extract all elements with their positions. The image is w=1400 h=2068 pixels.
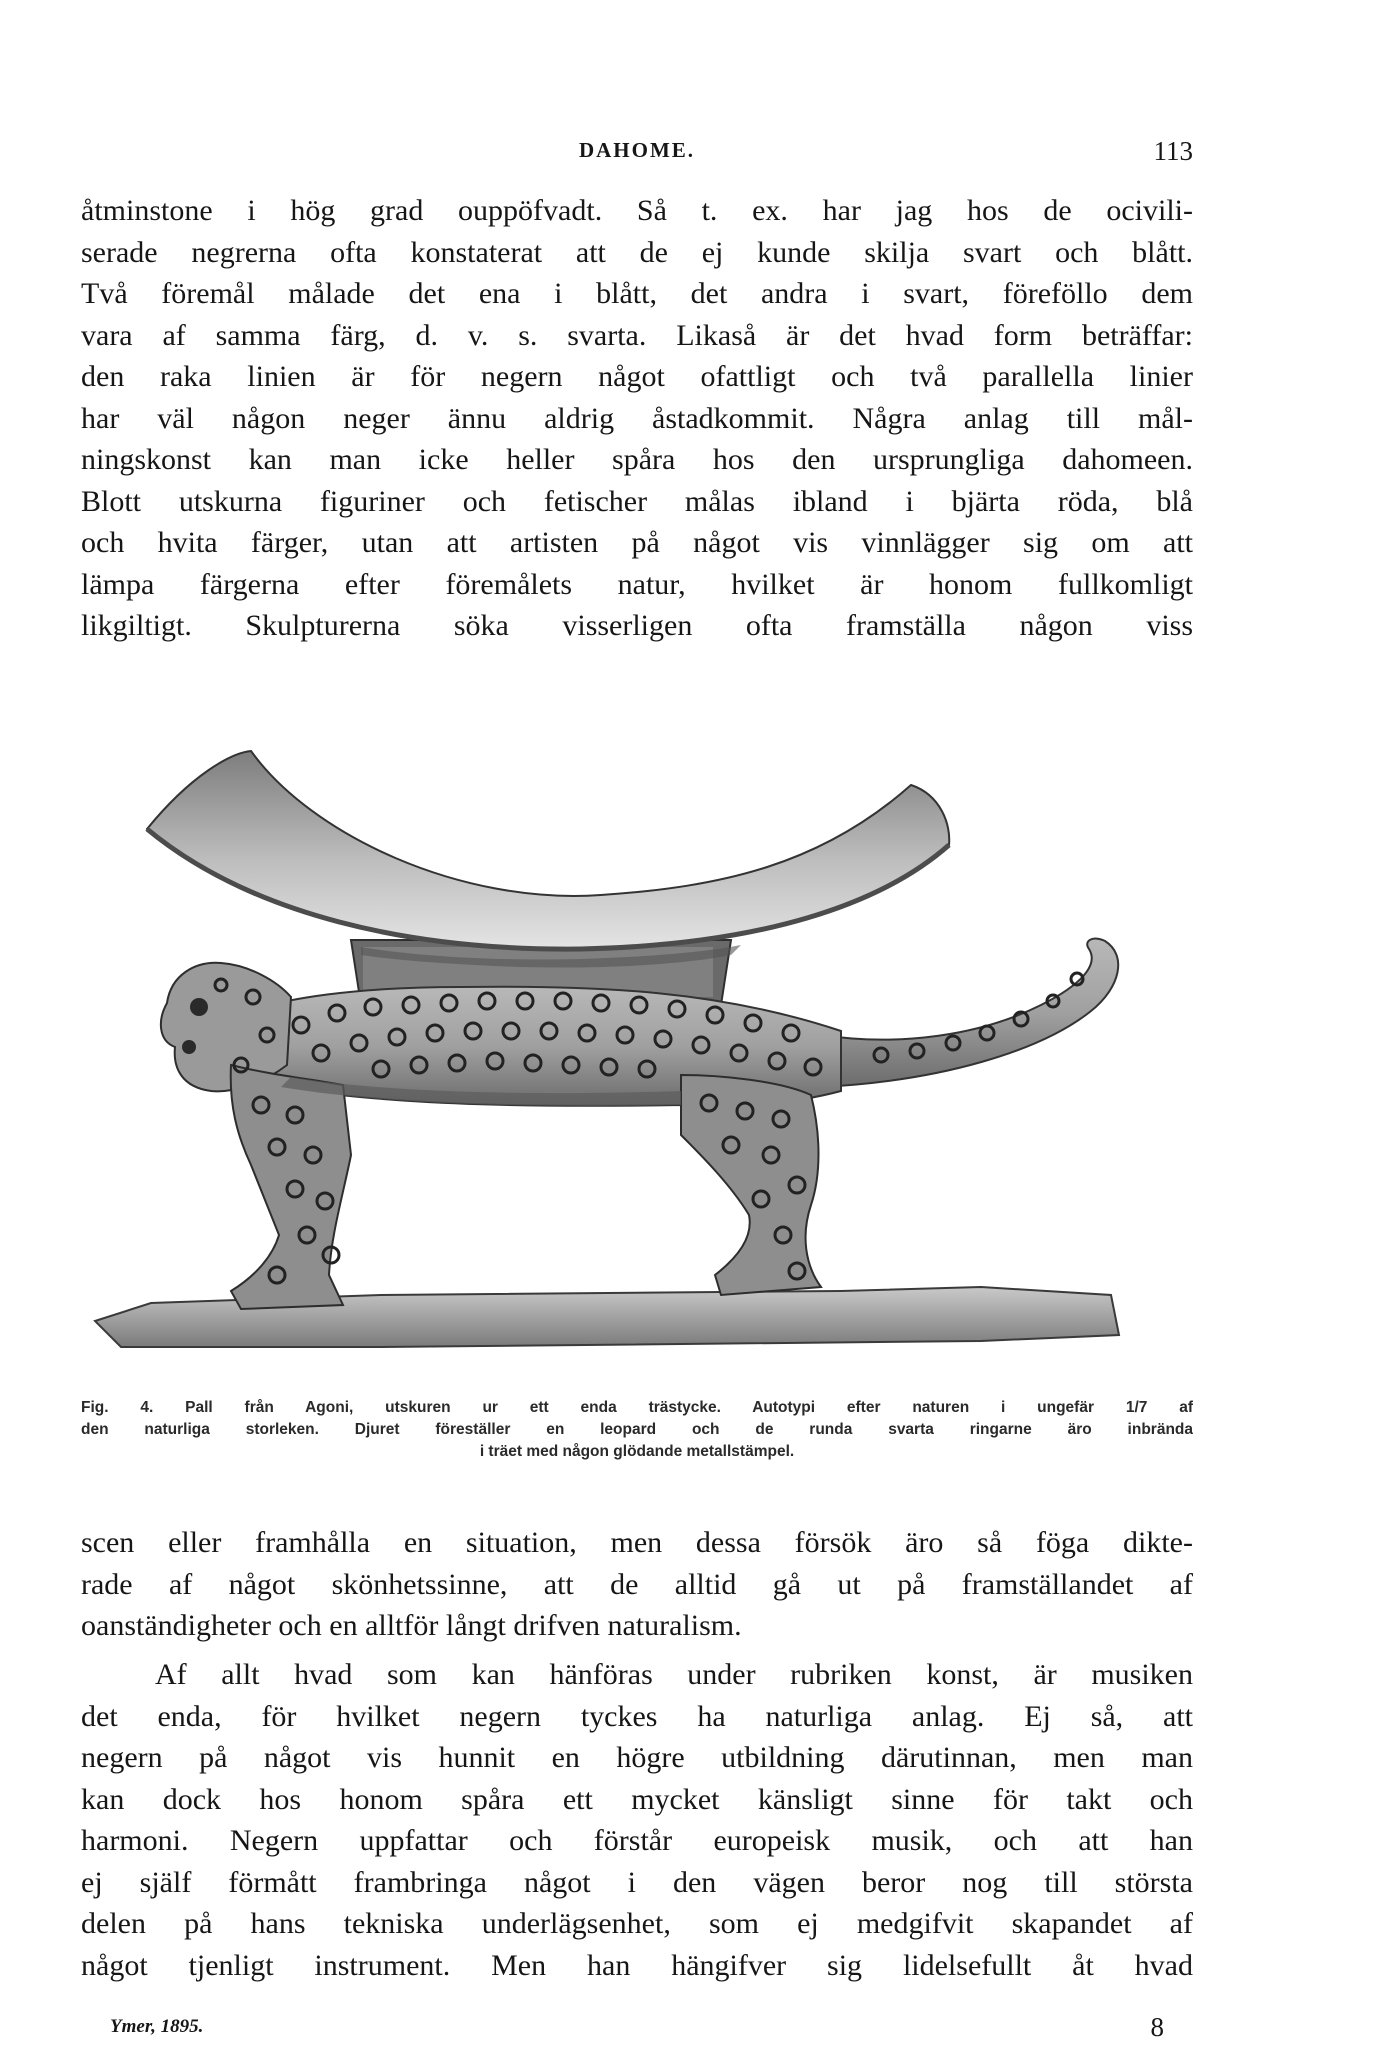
text-line: Två föremål målade det ena i blått, det andra i svart, föreföllo dem (81, 277, 1193, 310)
caption-line: Fig. 4. Pall från Agoni, utskuren ur ett enda trästycke. Autotypi efter naturen i ungefär 1/7 af (81, 1399, 1193, 1416)
text-line: något tjenligt instrument. Men han hängifver sig lidelsefullt åt hvad (81, 1948, 1193, 1982)
text-line: ej själf förmått frambringa något i den vägen beror nog till största (81, 1865, 1193, 1899)
leopard-stool-illustration (81, 735, 1193, 1375)
text-line: oanständigheter och en alltför långt drifven naturalism. (81, 1609, 742, 1642)
text-line: scen eller framhålla en situation, men dessa försök äro så föga dikte- (81, 1526, 1193, 1559)
caption-line: i träet med någon glödande metallstämpel. (479, 1443, 795, 1460)
text-line: vara af samma färg, d. v. s. svarta. Likaså är det hvad form beträffar: (81, 318, 1193, 352)
text-line: likgiltigt. Skulpturerna söka visserligen ofta framställa någon viss (81, 609, 1193, 642)
running-title: DAHOME. (578, 138, 696, 162)
text-line: det enda, för hvilket negern tyckes ha naturliga anlag. Ej så, att (81, 1699, 1193, 1733)
paragraph-2 (81, 1522, 1193, 1647)
leopard-nostril (182, 1040, 196, 1054)
text-line: negern på något vis hunnit en högre utbildning därutinnan, men man (81, 1741, 1193, 1774)
figure-leopard-stool (81, 735, 1193, 1375)
text-line: lämpa färgerna efter föremålets natur, hvilket är honom fullkomligt (81, 567, 1193, 601)
text-line: harmoni. Negern uppfattar och förstår europeisk musik, och att han (81, 1824, 1193, 1857)
leopard-tail (821, 939, 1118, 1087)
text-line: och hvita färger, utan att artisten på något vis vinnlägger sig om att (81, 526, 1193, 559)
leopard-eye (190, 998, 208, 1016)
running-head (81, 138, 1193, 174)
text-line: serade negrerna ofta konstaterat att de ej kunde skilja svart och blått. (81, 235, 1193, 269)
paragraph-1 (81, 190, 1193, 647)
text-line: åtminstone i hög grad ouppöfvadt. Så t. ex. har jag hos de ocivili- (81, 194, 1193, 227)
paragraph-3 (81, 1654, 1193, 1986)
caption-line: den naturliga storleken. Djuret föreställer en leopard och de runda svarta ringarne äro inbrända (81, 1421, 1193, 1438)
text-line: ningskonst kan man icke heller spåra hos den ursprungliga dahomeen. (81, 443, 1193, 476)
text-line: rade af något skönhetssinne, att de alltid gå ut på framställandet af (81, 1567, 1193, 1601)
text-line: Af allt hvad som kan hänföras under rubriken konst, är musiken (155, 1658, 1193, 1691)
signature-number: 8 (1150, 2012, 1164, 2042)
stool-seat (147, 751, 949, 949)
signature-mark: Ymer, 1895. (110, 2016, 204, 2037)
text-line: delen på hans tekniska underlägsenhet, som ej medgifvit skapandet af (81, 1907, 1193, 1940)
page-number: 113 (1153, 136, 1193, 166)
page-footer (110, 2012, 1164, 2048)
text-line: har väl någon neger ännu aldrig åstadkommit. Några anlag till mål- (81, 401, 1193, 435)
text-line: Blott utskurna figuriner och fetischer målas ibland i bjärta röda, blå (81, 484, 1193, 518)
leopard-front-leg (231, 1065, 351, 1309)
figure-caption (81, 1397, 1193, 1463)
text-line: den raka linien är för negern något ofattligt och två parallella linier (81, 360, 1193, 393)
text-line: kan dock hos honom spåra ett mycket känsligt sinne för takt och (81, 1782, 1193, 1816)
